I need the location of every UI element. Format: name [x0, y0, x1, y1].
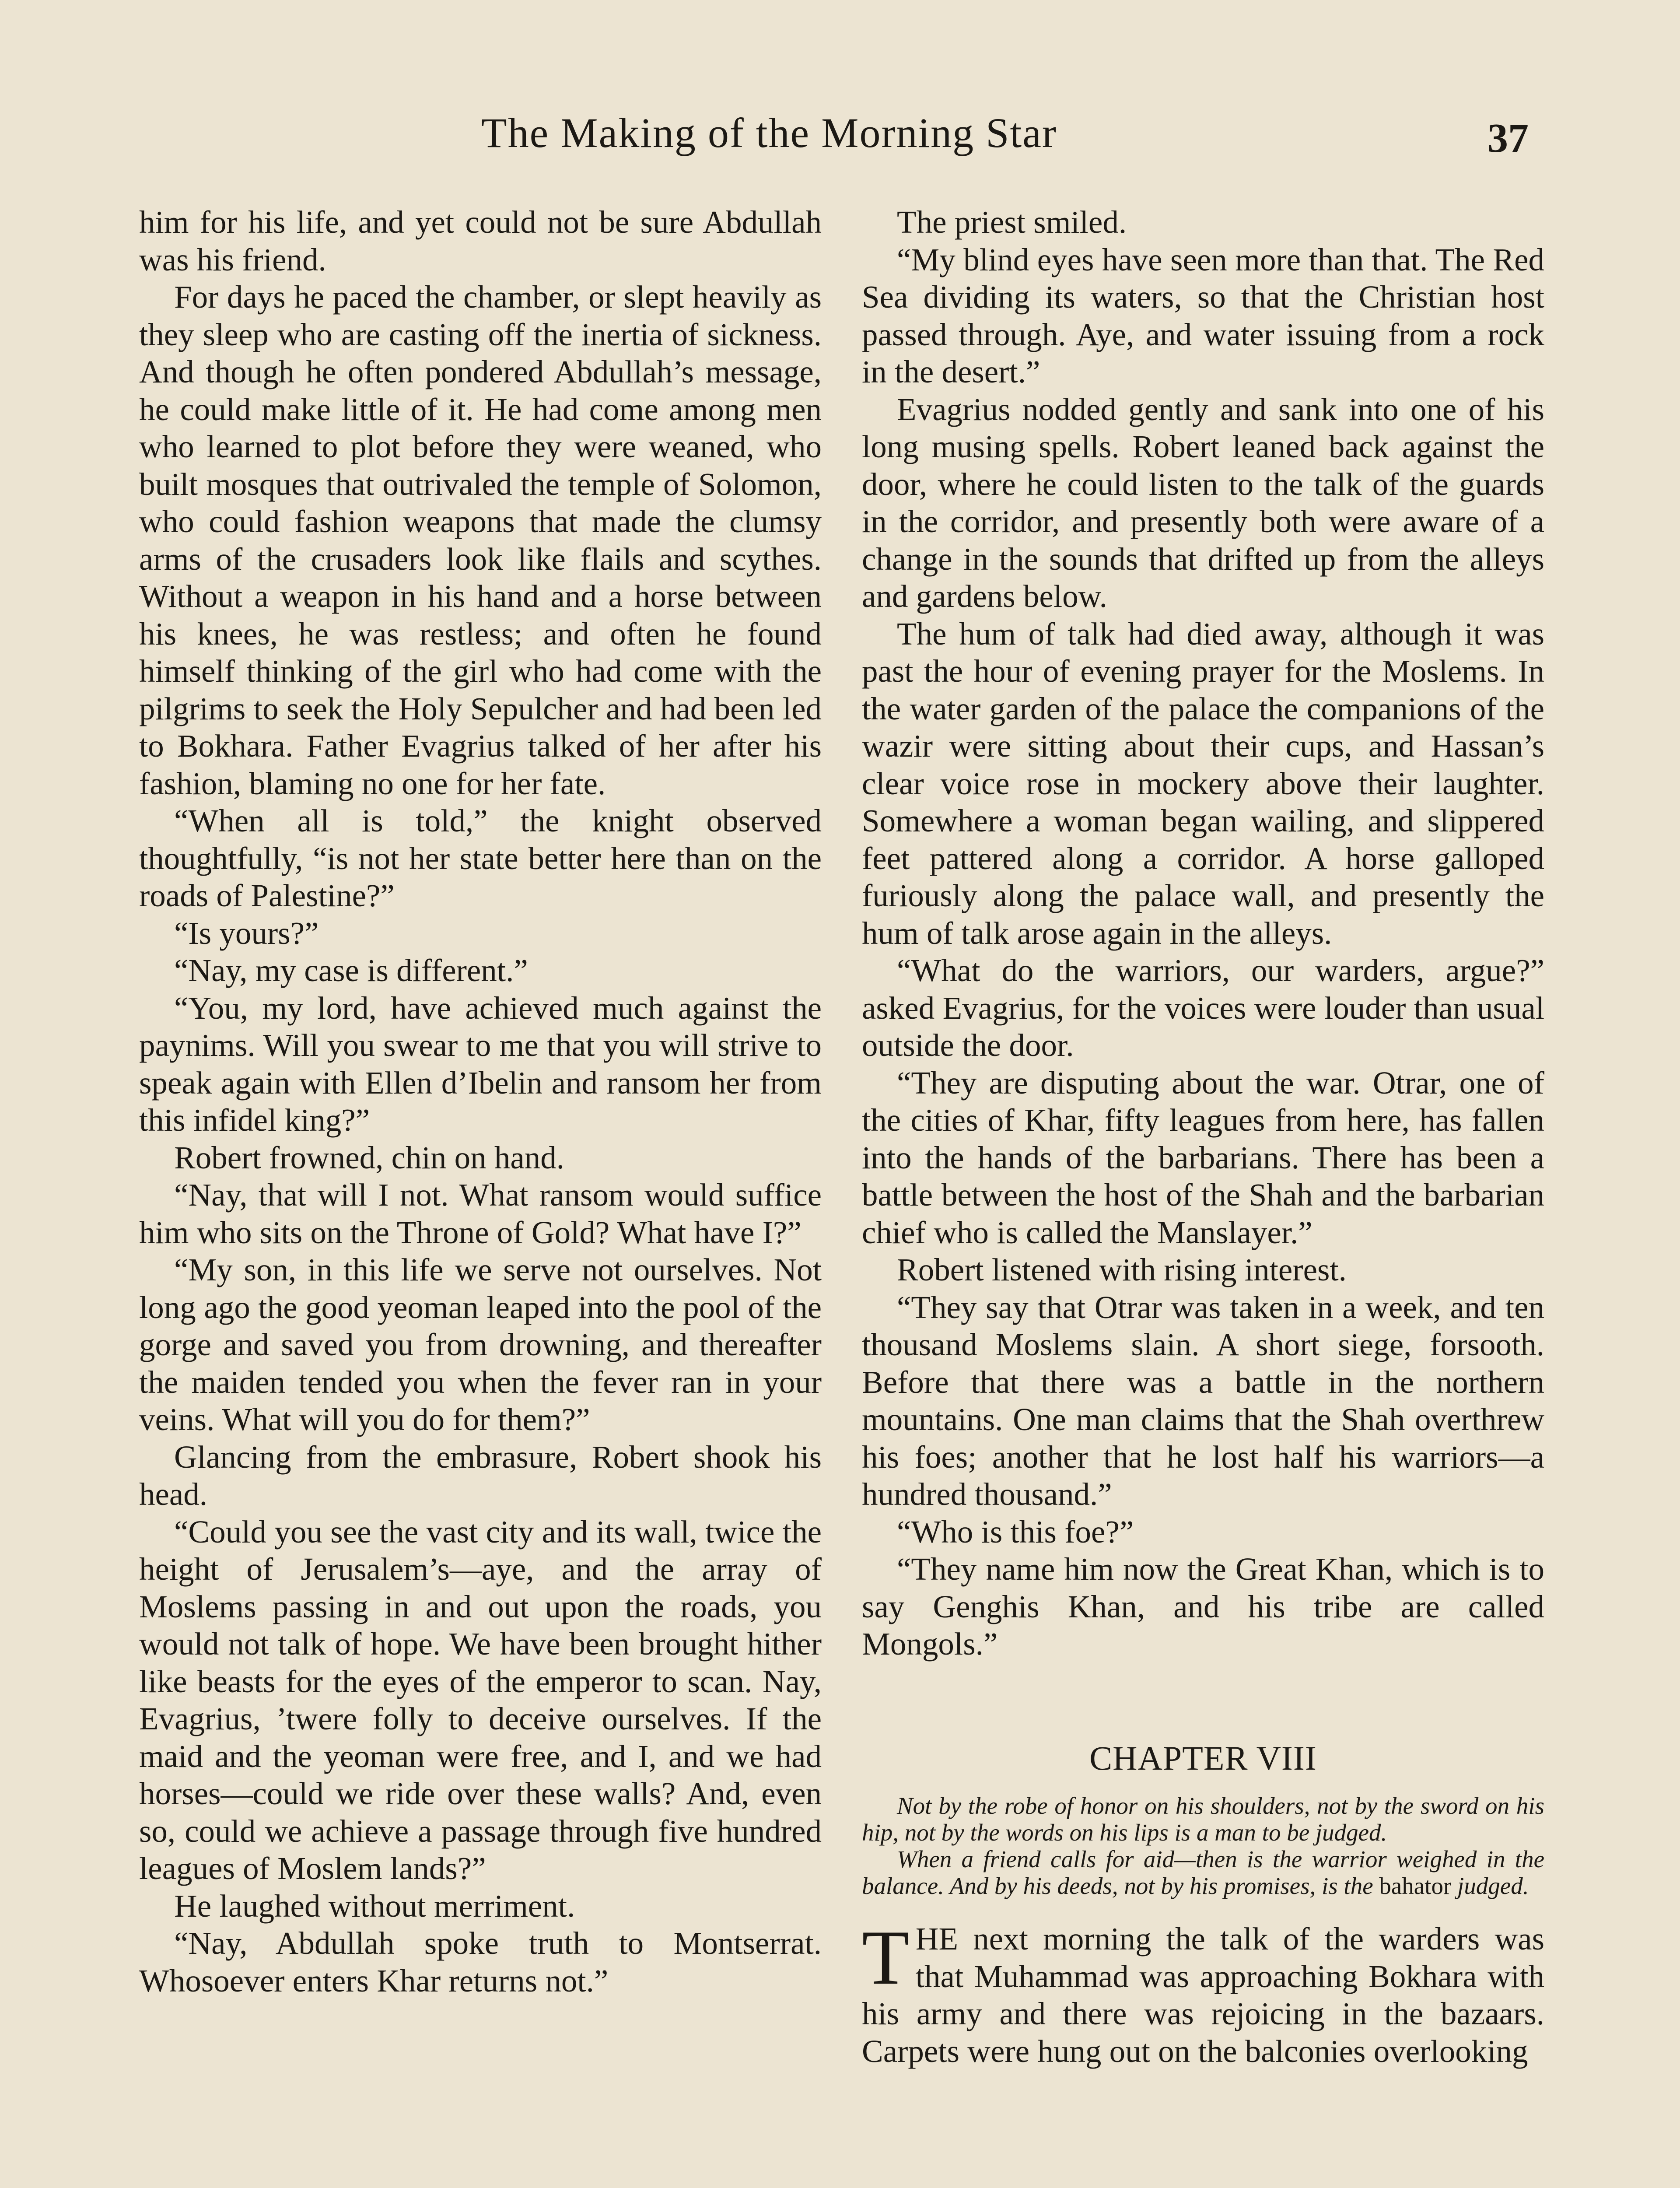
opening-text: HE next morning the talk of the warders was that Muhammad was approaching Bokhara with his army and there was rejoicing in the bazaars. Carpets were hung out on the balconies overlooking: [862, 1921, 1544, 2069]
paragraph: “What do the warriors, our warders, argue?” asked Evagrius, for the voices were louder than usual outside the door.: [862, 953, 1544, 1063]
paragraph: Robert frowned, chin on hand.: [174, 1140, 565, 1175]
page-number: 37: [1488, 116, 1529, 161]
paragraph: Glancing from the embrasure, Robert shook his head.: [139, 1439, 822, 1512]
paragraph: “Who is this foe?”: [897, 1514, 1134, 1550]
paragraph: him for his life, and yet could not be sure Abdullah was his friend.: [139, 204, 822, 277]
epigraph-text: When a friend calls for aid—then is the warrior weighed in the balance. And by his deeds, not by his promises, is the: [862, 1846, 1544, 1899]
paragraph: “Nay, Abdullah spoke truth to Montserrat. Whosoever enters Khar returns not.”: [139, 1925, 822, 1999]
paragraph: “Nay, that will I not. What ransom would suffice him who sits on the Throne of Gold? What have I?”: [139, 1177, 822, 1250]
chapter-opening-paragraph: [862, 1914, 1544, 2070]
running-title: The Making of the Morning Star: [481, 109, 1057, 156]
paragraph: He laughed without merriment.: [174, 1888, 575, 1924]
epigraph-word: bahator: [1379, 1872, 1452, 1899]
chapter-heading: CHAPTER VIII: [1089, 1739, 1317, 1777]
paragraph: “My son, in this life we serve not ourselves. Not long ago the good yeoman leaped into the pool of the gorge and saved you from drowning, and thereafter the maiden tended you when the fever ran in your veins. What will you do for them?”: [139, 1252, 822, 1437]
paragraph: “You, my lord, have achieved much against the paynims. Will you swear to me that you will strive to speak again with Ellen d’Ibelin and ransom her from this infidel king?”: [139, 990, 822, 1138]
epigraph-line: [862, 1846, 1544, 1899]
paragraph: “They say that Otrar was taken in a week, and ten thousand Moslems slain. A short siege, forsooth. Before that there was a battle in the northern mountains. One man claims that the Shah overthrew his foes; another that he lost half his warriors—a hundred thousand.”: [862, 1289, 1544, 1512]
paragraph: “They are disputing about the war. Otrar, one of the cities of Khar, fifty leagues from here, has fallen into the hands of the barbarians. There has been a battle between the host of the Shah and the barbarian chief who is called the Manslayer.”: [862, 1065, 1544, 1250]
epigraph-text: judged.: [1457, 1872, 1529, 1899]
paragraph: “Could you see the vast city and its wall, twice the height of Jerusalem’s—aye, and the array of Moslems passing in and out upon the roads, you would not talk of hope. We have been brought hither like beasts for the eyes of the emperor to scan. Nay, Evagrius, ’twere folly to deceive ourselves. If the maid and the yeoman were free, and I, and we had horses—could we ride over these walls? And, even so, could we achieve a passage through five hundred leagues of Moslem lands?”: [139, 1514, 822, 1886]
paragraph: “When all is told,” the knight observed thoughtfully, “is not her state better here than on the roads of Palestine?”: [139, 803, 822, 913]
drop-cap: T: [862, 1914, 910, 2001]
epigraph-line: Not by the robe of honor on his shoulders, not by the sword on his hip, not by the words on his lips is a man to be judged.: [862, 1792, 1544, 1846]
paragraph: Evagrius nodded gently and sank into one of his long musing spells. Robert leaned back against the door, where he could listen to the talk of the guards in the corridor, and presently both were aware of a change in the sounds that drifted up from the alleys and gardens below.: [862, 391, 1544, 614]
left-column: [139, 203, 822, 1999]
paragraph: “They name him now the Great Khan, which is to say Genghis Khan, and his tribe are called Mongols.”: [862, 1551, 1544, 1662]
paragraph: Robert listened with rising interest.: [897, 1252, 1347, 1287]
paragraph: “Nay, my case is different.”: [174, 953, 528, 988]
paragraph: “Is yours?”: [174, 915, 319, 951]
paragraph: For days he paced the chamber, or slept heavily as they sleep who are casting off the inertia of sickness. And though he often pondered Abdullah’s message, he could make little of it. He had come among men who learned to plot before they were weaned, who built mosques that outrivaled the temple of Solomon, who could fashion weapons that made the clumsy arms of the crusaders look like flails and scythes. Without a weapon in his hand and a horse between his knees, he was restless; and often he found himself thinking of the girl who had come with the pilgrims to seek the Holy Sepulcher and had been led to Bokhara. Father Evagrius talked of her after his fashion, blaming no one for her fate.: [139, 279, 822, 801]
chapter-epigraph: [862, 1792, 1544, 1899]
paragraph: “My blind eyes have seen more than that. The Red Sea dividing its waters, so that the Christian host passed through. Aye, and water issuing from a rock in the desert.”: [862, 242, 1544, 389]
paragraph: The priest smiled.: [897, 204, 1127, 240]
paragraph: The hum of talk had died away, although it was past the hour of evening prayer for the Moslems. In the water garden of the palace the companions of the wazir were sitting about their cups, and Hassan’s clear voice rose in mockery above their laughter. Somewhere a woman began wailing, and slippered feet pattered along a corridor. A horse galloped furiously along the palace wall, and presently the hum of talk arose again in the alleys.: [862, 616, 1544, 951]
right-column: [862, 203, 1544, 2070]
